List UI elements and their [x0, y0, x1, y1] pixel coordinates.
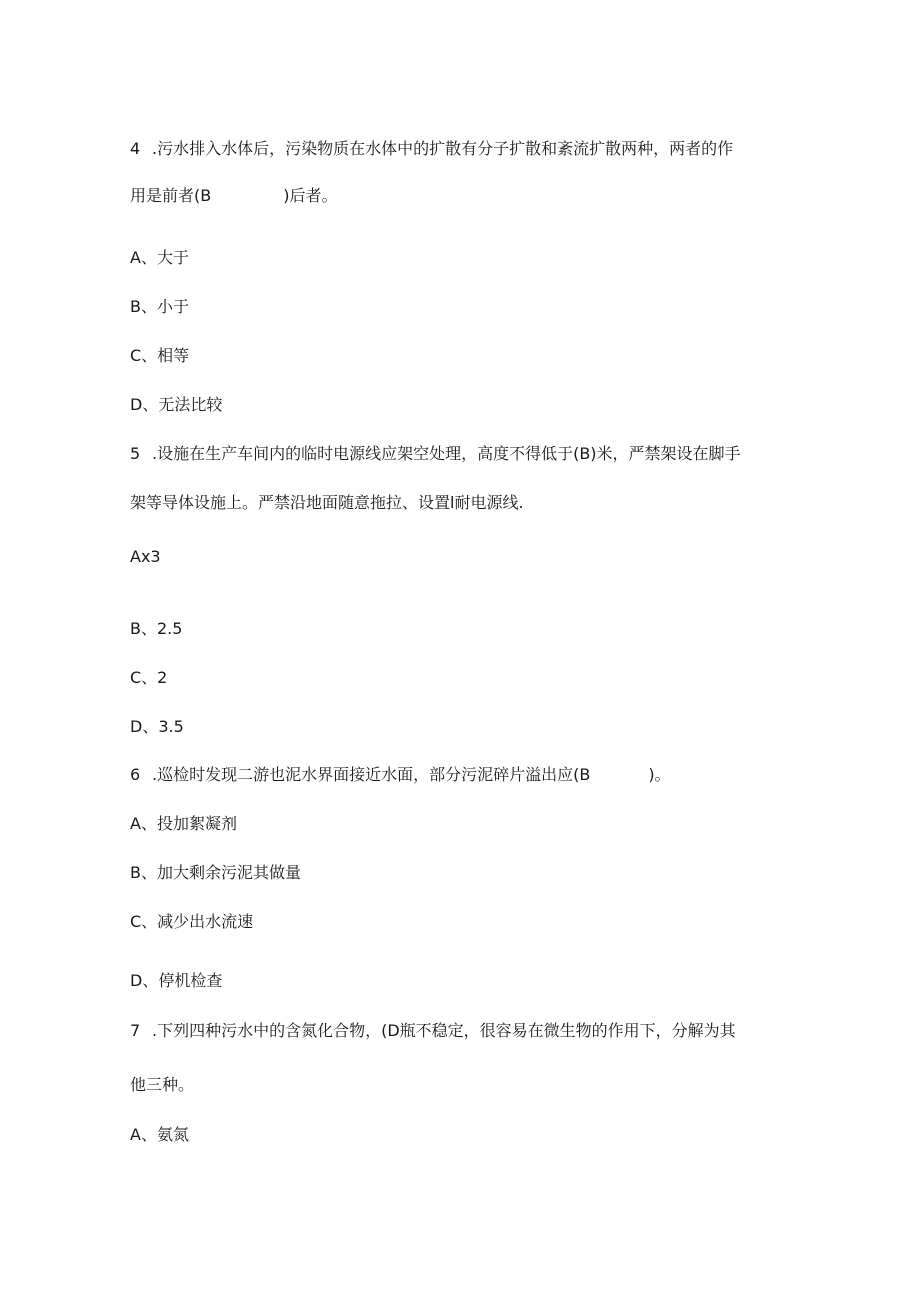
question-number: 6 — [130, 765, 141, 784]
option-text: A、氨氮 — [130, 1125, 189, 1144]
question-text: 架等导体设施上。严禁沿地面随意拖拉、设置l耐电源线. — [130, 493, 524, 512]
question-4-line-2 — [130, 185, 337, 207]
question-number: 4 — [130, 139, 141, 158]
question-text: 他三种。 — [130, 1075, 195, 1094]
question-text: .设施在生产车间内的临时电源线应架空处理，高度不得低于(B)米，严禁架设在脚手 — [152, 444, 741, 463]
option-text: A、大于 — [130, 248, 189, 267]
option-text: B、小于 — [130, 297, 189, 316]
question-4-option-d — [130, 394, 222, 416]
question-6-line-1 — [130, 764, 671, 786]
question-7-option-a — [130, 1124, 189, 1146]
question-text: .污水排入水体后，污染物质在水体中的扩散有分子扩散和紊流扩散两种，两者的作 — [152, 139, 734, 158]
question-text-before-blank: .巡检时发现二游也泥水界面接近水面，部分污泥碎片溢出应(B — [152, 765, 591, 784]
question-number: 7 — [130, 1021, 141, 1040]
question-text-after-blank: )。 — [648, 765, 671, 784]
option-text: A、投加絮凝剂 — [130, 814, 237, 833]
option-text: D、停机检查 — [130, 971, 223, 990]
option-text: D、3.5 — [130, 717, 184, 736]
option-text: B、加大剩余污泥其做量 — [130, 863, 301, 882]
option-text: C、相等 — [130, 346, 190, 365]
question-7-line-2 — [130, 1074, 194, 1096]
option-text: C、2 — [130, 668, 168, 687]
question-6-option-b — [130, 862, 301, 884]
question-4-line-1 — [130, 138, 733, 160]
question-4-option-a — [130, 247, 189, 269]
question-4-option-c — [130, 345, 189, 367]
question-text-after-blank: )后者。 — [283, 186, 338, 205]
question-7-line-1 — [130, 1020, 736, 1042]
question-text-before-blank: 用是前者(B — [130, 186, 212, 205]
question-5-option-a — [130, 546, 161, 568]
option-text: C、减少出水流速 — [130, 912, 254, 931]
question-5-option-c — [130, 667, 167, 689]
question-number: 5 — [130, 444, 141, 463]
option-text: B、2.5 — [130, 619, 183, 638]
question-5-line-1 — [130, 443, 741, 465]
question-6-option-d — [130, 970, 222, 992]
question-5-line-2 — [130, 492, 524, 514]
question-text: .下列四种污水中的含氮化合物，(D瓶不稳定，很容易在微生物的作用下，分解为其 — [152, 1021, 736, 1040]
question-4-option-b — [130, 296, 189, 318]
option-text: Ax3 — [130, 547, 161, 566]
question-6-option-a — [130, 813, 237, 835]
option-text: D、无法比较 — [130, 395, 223, 414]
question-5-option-b — [130, 618, 182, 640]
question-5-option-d — [130, 716, 184, 738]
question-6-option-c — [130, 911, 253, 933]
